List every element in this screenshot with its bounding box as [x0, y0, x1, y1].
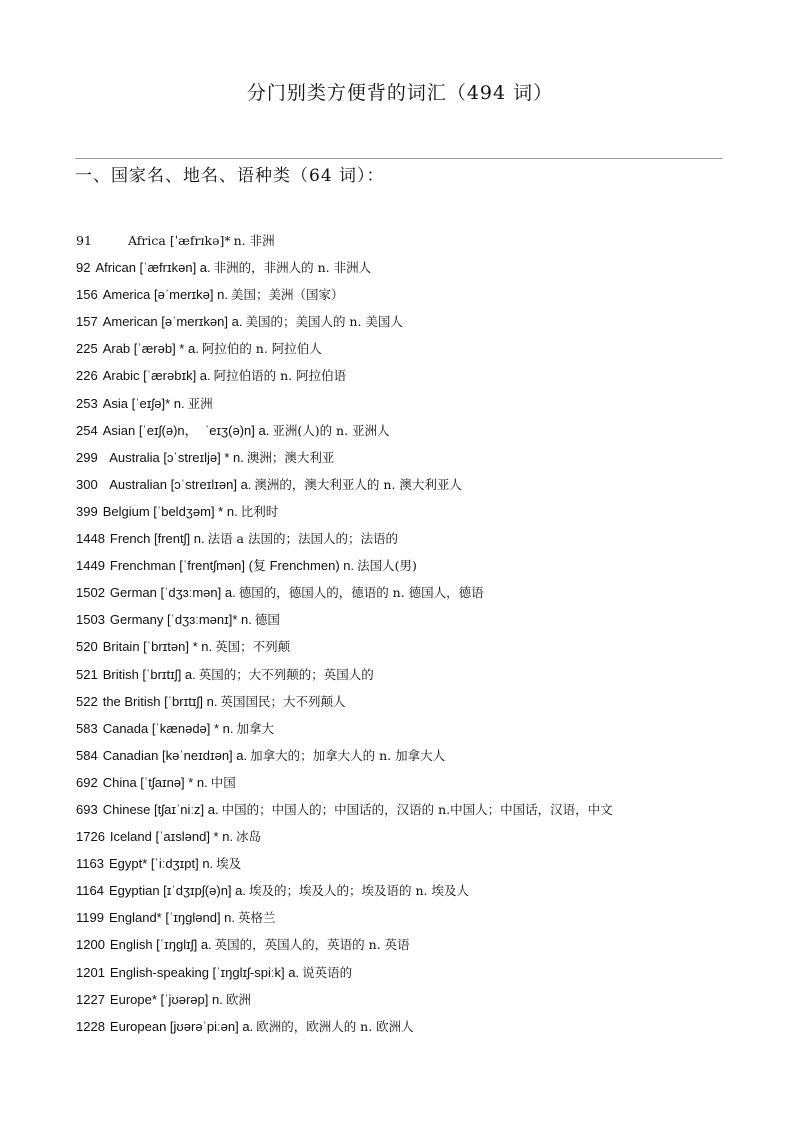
- vocabulary-entry: [76, 498, 613, 525]
- entry-headword: Canadian [kəˈneɪdɪən] a.: [102, 747, 248, 763]
- entry-headword: Britain [ˈbrɪtən] * n.: [102, 639, 213, 655]
- entry-number: 1164: [76, 883, 104, 899]
- entry-headword: Frenchman [ˈfrentʃmən] (复 Frenchmen) n.: [109, 558, 355, 574]
- entry-definition: 英国的；大不列颠的；英国人的: [198, 666, 374, 682]
- vocabulary-entry: [76, 904, 613, 931]
- entry-number: 1449: [76, 558, 105, 574]
- entry-headword: Asian [ˈeɪʃ(ə)n， ˈeɪʒ(ə)n] a.: [102, 422, 270, 438]
- vocabulary-entry: [76, 1013, 613, 1040]
- entry-headword: the British [ˈbrɪtɪʃ] n.: [102, 693, 218, 709]
- entry-number: 156: [76, 287, 98, 303]
- entry-headword: Australian [ɔˈstreɪlɪən] a.: [102, 476, 252, 492]
- entry-definition: 澳洲的，澳大利亚人的 n. 澳大利亚人: [254, 476, 462, 492]
- entry-number: 157: [76, 314, 98, 330]
- vocabulary-entry: [76, 362, 613, 389]
- entry-headword: Australia [ɔˈstreɪljə] * n.: [102, 449, 244, 465]
- entry-headword: England* [ˈɪŋglənd] n.: [108, 910, 236, 926]
- section-divider: [75, 158, 723, 159]
- vocabulary-entry: [76, 579, 613, 606]
- vocabulary-entry: [76, 606, 613, 633]
- entry-number: 1199: [76, 910, 104, 926]
- entry-number: 583: [76, 720, 98, 736]
- entry-definition: 英国；不列颠: [215, 639, 291, 655]
- entry-number: 399: [76, 503, 98, 519]
- entry-definition: 亚洲: [187, 395, 213, 411]
- entry-definition: 中国: [210, 774, 236, 790]
- vocabulary-entry: [76, 959, 613, 986]
- entry-definition: 埃及: [216, 856, 242, 872]
- entry-definition: 加拿大: [236, 720, 275, 736]
- entry-headword: English [ˈɪŋglɪʃ] a.: [109, 937, 212, 953]
- entry-definition: n. 非洲: [233, 233, 275, 248]
- entry-number: 299: [76, 449, 98, 465]
- entry-headword: Asia [ˈeɪʃə]* n.: [102, 395, 185, 411]
- entry-number: 584: [76, 747, 98, 763]
- vocabulary-entry: [76, 931, 613, 958]
- vocabulary-entry: [76, 823, 613, 850]
- entry-definition: 阿拉伯语的 n. 阿拉伯语: [213, 368, 347, 384]
- entry-headword: Africa [ˈæfrɪkə]*: [128, 233, 231, 248]
- entry-definition: 亚洲(人)的 n. 亚洲人: [272, 422, 390, 438]
- entry-headword: American [əˈmerɪkən] a.: [102, 314, 243, 330]
- entry-number: 1163: [76, 856, 104, 872]
- entry-number: 253: [76, 395, 98, 411]
- entry-headword: Arabic [ˈærəbɪk] a.: [102, 368, 211, 384]
- entry-definition: 中国的；中国人的；中国话的，汉语的 n.中国人；中国话，汉语，中文: [221, 801, 613, 817]
- entry-number: 692: [76, 774, 98, 790]
- entry-number: 521: [76, 666, 98, 682]
- vocabulary-entry: [76, 661, 613, 688]
- vocabulary-list: [76, 227, 613, 1040]
- vocabulary-entry: [76, 417, 613, 444]
- entry-headword: French [frentʃ] n.: [109, 531, 205, 547]
- entry-headword: European [jʊərəˈpiːən] a.: [109, 1018, 254, 1034]
- entry-number: 254: [76, 422, 98, 438]
- entry-definition: 欧洲的，欧洲人的 n. 欧洲人: [256, 1018, 414, 1034]
- vocabulary-entry: [76, 633, 613, 660]
- entry-definition: 埃及的；埃及人的；埃及语的 n. 埃及人: [248, 883, 469, 899]
- entry-headword: Iceland [ˈaɪslənd] * n.: [109, 829, 234, 845]
- entry-headword: Canada [ˈkænədə] * n.: [102, 720, 234, 736]
- vocabulary-entry: [76, 552, 613, 579]
- entry-headword: Chinese [tʃaɪˈniːz] a.: [102, 801, 219, 817]
- entry-number: 300: [76, 476, 98, 492]
- page-title: 分门别类方便背的词汇（494 词）: [246, 82, 554, 104]
- entry-headword: Egyptian [ɪˈdʒɪpʃ(ə)n] a.: [108, 883, 246, 899]
- vocabulary-entry: [76, 769, 613, 796]
- vocabulary-entry: [76, 335, 613, 362]
- entry-number: 693: [76, 801, 98, 817]
- vocabulary-entry: [76, 715, 613, 742]
- entry-headword: Arab [ˈærəb] * a.: [102, 341, 199, 357]
- entry-definition: 英格兰: [238, 910, 276, 926]
- vocabulary-entry: [76, 796, 613, 823]
- entry-definition: 德国: [254, 612, 280, 628]
- entry-headword: British [ˈbrɪtɪʃ] a.: [102, 666, 196, 682]
- entry-number: 1503: [76, 612, 105, 628]
- entry-headword: America [əˈmerɪkə] n.: [102, 287, 228, 303]
- entry-definition: 美国；美洲（国家）: [230, 287, 344, 303]
- entry-number: 225: [76, 341, 98, 357]
- vocabulary-entry: [76, 471, 613, 498]
- entry-headword: Egypt* [ˈiːdʒɪpt] n.: [108, 856, 214, 872]
- vocabulary-entry: [76, 227, 613, 254]
- vocabulary-entry: [76, 850, 613, 877]
- entry-definition: 美国的；美国人的 n. 美国人: [245, 314, 403, 330]
- entry-definition: 说英语的: [302, 964, 353, 980]
- vocabulary-entry: [76, 308, 613, 335]
- entry-headword: English-speaking [ˈɪŋglɪʃ-spiːk] a.: [109, 964, 300, 980]
- entry-number: 520: [76, 639, 98, 655]
- vocabulary-entry: [76, 742, 613, 769]
- vocabulary-entry: [76, 877, 613, 904]
- entry-headword: Europe* [ˈjʊərəp] n.: [109, 991, 223, 1007]
- entry-number: 1200: [76, 937, 105, 953]
- entry-definition: 加拿大的；加拿大人的 n. 加拿大人: [250, 747, 446, 763]
- entry-headword: German [ˈdʒɜːmən] a.: [109, 585, 236, 601]
- entry-number: 1502: [76, 585, 105, 601]
- entry-number: 226: [76, 368, 98, 384]
- vocabulary-entry: [76, 688, 613, 715]
- vocabulary-entry: [76, 986, 613, 1013]
- entry-number: 522: [76, 693, 98, 709]
- entry-number: 1201: [76, 964, 105, 980]
- entry-definition: 比利时: [240, 503, 279, 519]
- entry-definition: 英国的，英国人的，英语的 n. 英语: [214, 937, 410, 953]
- entry-number: 1448: [76, 531, 105, 547]
- entry-headword: African [ˈæfrɪkən] a.: [95, 260, 211, 276]
- entry-number: 91: [76, 233, 92, 248]
- entry-definition: 法语 a 法国的；法国人的；法语的: [207, 531, 398, 547]
- entry-definition: 非洲的，非洲人的 n. 非洲人: [213, 260, 372, 276]
- entry-definition: 阿拉伯的 n. 阿拉伯人: [201, 341, 322, 357]
- entry-definition: 法国人(男): [357, 558, 417, 574]
- entry-definition: 德国的，德国人的，德语的 n. 德国人，德语: [238, 585, 484, 601]
- vocabulary-entry: [76, 390, 613, 417]
- entry-headword: Germany [ˈdʒɜːmənɪ]* n.: [109, 612, 252, 628]
- entry-headword: China [ˈtʃaɪnə] * n.: [102, 774, 208, 790]
- vocabulary-entry: [76, 281, 613, 308]
- entry-number: 1227: [76, 991, 105, 1007]
- entry-definition: 欧洲: [225, 991, 251, 1007]
- entry-number: 1228: [76, 1018, 105, 1034]
- entry-number: 1726: [76, 829, 105, 845]
- entry-headword: Belgium [ˈbeldʒəm] * n.: [102, 503, 238, 519]
- entry-definition: 冰岛: [236, 829, 262, 845]
- vocabulary-entry: [76, 525, 613, 552]
- section-heading: 一、国家名、地名、语种类（64 词）：: [75, 166, 385, 186]
- entry-definition: 英国国民；大不列颠人: [220, 693, 346, 709]
- vocabulary-entry: [76, 254, 613, 281]
- vocabulary-entry: [76, 444, 613, 471]
- entry-number: 92: [76, 260, 91, 276]
- entry-definition: 澳洲；澳大利亚: [246, 449, 335, 465]
